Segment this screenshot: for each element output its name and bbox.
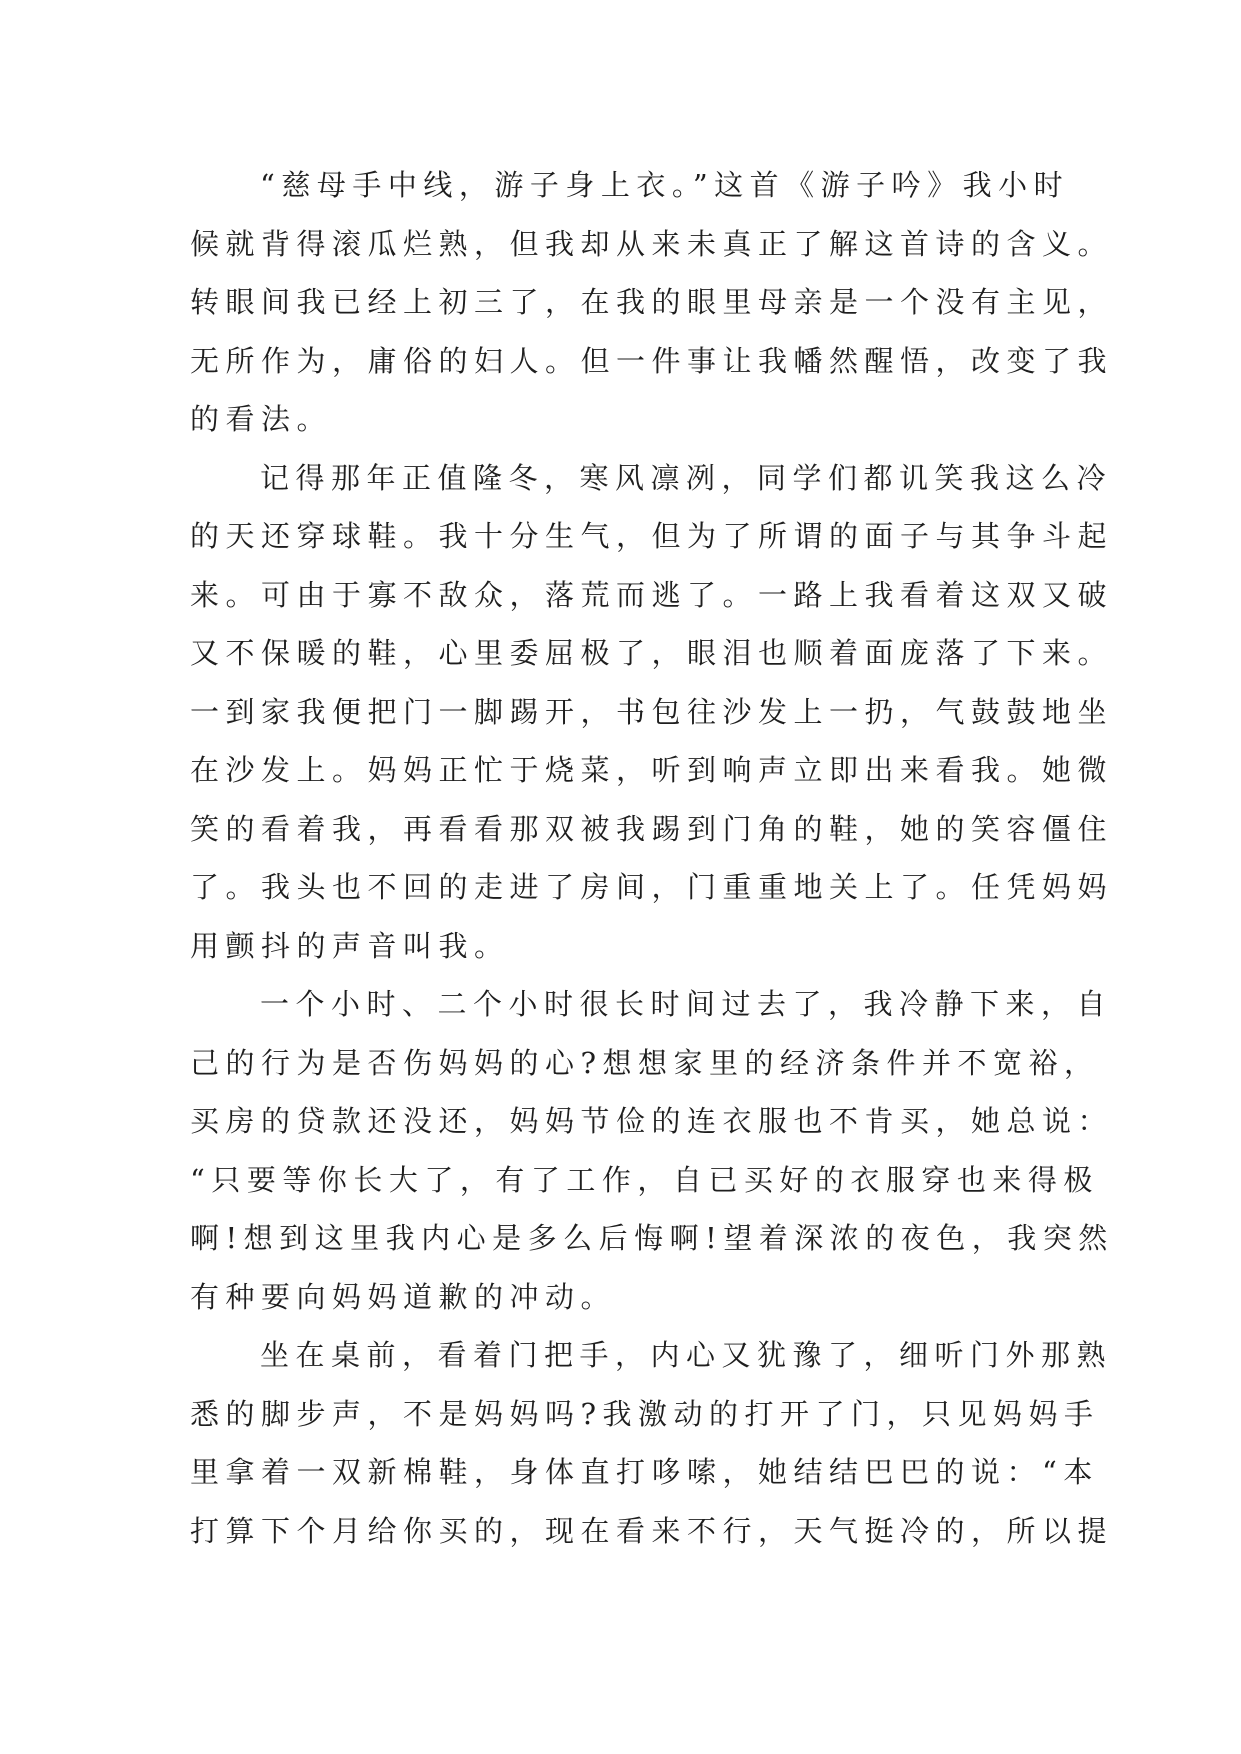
text-line: 的看法。 xyxy=(190,402,333,436)
text-line: 转眼间我已经上初三了，在我的眼里母亲是一个没有主见， xyxy=(190,285,1114,319)
text-line: 候就背得滚瓜烂熟，但我却从来未真正了解这首诗的含义。 xyxy=(190,226,1114,261)
text-line: 有种要向妈妈道歉的冲动。 xyxy=(190,1279,617,1314)
text-line: 了。我头也不回的走进了房间，门重重地关上了。任凭妈妈 xyxy=(190,870,1114,904)
text-line: 在沙发上。妈妈正忙于烧菜，听到响声立即出来看我。她微 xyxy=(190,753,1114,787)
text-line: 里拿着一双新棉鞋，身体直打哆嗦，她结结巴巴的说：“本 xyxy=(190,1455,1099,1489)
paragraph-1 xyxy=(190,156,1114,449)
text-line: “只要等你长大了，有了工作，自已买好的衣服穿也来得极 xyxy=(190,1162,1099,1197)
text-line: 无所作为，庸俗的妇人。但一件事让我幡然醒悟，改变了我 xyxy=(190,343,1114,378)
text-line: 坐在桌前，看着门把手，内心又犹豫了，细听门外那熟 xyxy=(260,1338,1113,1372)
text-line: 笑的看着我，再看看那双被我踢到门角的鞋，她的笑容僵住 xyxy=(190,811,1114,846)
essay-body xyxy=(190,156,1114,1560)
text-line: 来。可由于寡不敌众，落荒而逃了。一路上我看着这双又破 xyxy=(190,577,1114,612)
text-line: “慈母手中线，游子身上衣。”这首《游子吟》我小时 xyxy=(260,168,1070,202)
text-line: 悉的脚步声，不是妈妈吗?我激动的打开了门，只见妈妈手 xyxy=(190,1396,1100,1431)
paragraph-3 xyxy=(190,975,1114,1326)
text-line: 己的行为是否伤妈妈的心?想想家里的经济条件并不宽裕， xyxy=(190,1045,1100,1080)
paragraph-2 xyxy=(190,449,1114,976)
paragraph-4 xyxy=(190,1326,1114,1560)
text-line: 啊!想到这里我内心是多么后悔啊!望着深浓的夜色，我突然 xyxy=(190,1221,1114,1255)
text-line: 又不保暖的鞋，心里委屈极了，眼泪也顺着面庞落了下来。 xyxy=(190,636,1114,670)
text-line: 用颤抖的声音叫我。 xyxy=(190,928,510,963)
text-line: 记得那年正值隆冬，寒风凛冽，同学们都讥笑我这么冷 xyxy=(260,460,1113,495)
text-line: 买房的贷款还没还，妈妈节俭的连衣服也不肯买，她总说： xyxy=(190,1104,1114,1138)
text-line: 的天还穿球鞋。我十分生气，但为了所谓的面子与其争斗起 xyxy=(190,519,1114,553)
text-line: 一个小时、二个小时很长时间过去了，我冷静下来，自 xyxy=(260,987,1113,1021)
text-line: 一到家我便把门一脚踢开，书包往沙发上一扔，气鼓鼓地坐 xyxy=(190,694,1114,729)
text-line: 打算下个月给你买的，现在看来不行，天气挺冷的，所以提 xyxy=(190,1513,1114,1548)
